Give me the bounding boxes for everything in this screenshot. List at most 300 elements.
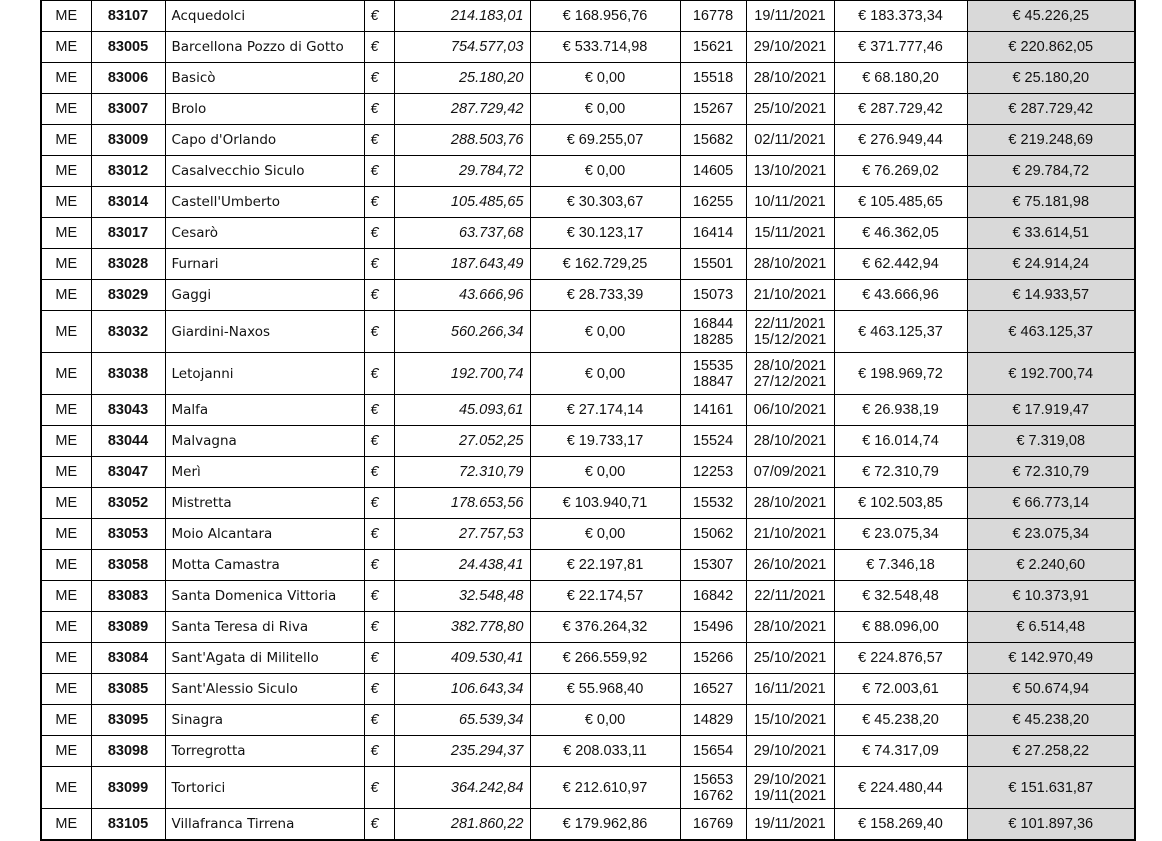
amount-cell: 192.700,74	[394, 353, 530, 395]
currency-symbol-cell: €	[364, 187, 394, 218]
amount-cell: 287.729,42	[394, 94, 530, 125]
municipality-name-cell: Malvagna	[165, 426, 364, 457]
balance-cell: € 287.729,42	[967, 94, 1135, 125]
amount-cell: 106.643,34	[394, 674, 530, 705]
istat-code-cell: 83095	[91, 705, 165, 736]
province-cell: ME	[41, 519, 91, 550]
amount-cell: 24.438,41	[394, 550, 530, 581]
province-cell: ME	[41, 187, 91, 218]
advance-cell: € 0,00	[530, 311, 680, 353]
value-cell: € 43.666,96	[834, 280, 967, 311]
municipality-name-cell: Capo d'Orlando	[165, 125, 364, 156]
date-cell	[746, 767, 834, 809]
balance-cell: € 7.319,08	[967, 426, 1135, 457]
province-cell: ME	[41, 395, 91, 426]
protocol-line: 15621	[692, 39, 734, 55]
province-cell: ME	[41, 280, 91, 311]
date-line: 22/11/2021	[754, 588, 826, 604]
protocol-cell	[680, 674, 746, 705]
advance-cell: € 69.255,07	[530, 125, 680, 156]
province-cell: ME	[41, 249, 91, 280]
istat-code-cell: 83012	[91, 156, 165, 187]
province-cell: ME	[41, 156, 91, 187]
advance-cell: € 179.962,86	[530, 809, 680, 840]
advance-cell: € 103.940,71	[530, 488, 680, 519]
currency-symbol-cell: €	[364, 1, 394, 32]
amount-cell: 754.577,03	[394, 32, 530, 63]
date-line: 28/10/2021	[753, 357, 827, 374]
protocol-line: 15501	[692, 256, 734, 272]
value-cell: € 45.238,20	[834, 705, 967, 736]
date-line: 19/11/2021	[754, 815, 826, 832]
protocol-cell	[680, 426, 746, 457]
date-line: 21/10/2021	[753, 287, 827, 303]
currency-symbol-cell: €	[364, 550, 394, 581]
date-cell	[746, 125, 834, 156]
istat-code-cell: 83044	[91, 426, 165, 457]
amount-cell: 187.643,49	[394, 249, 530, 280]
advance-cell: € 0,00	[530, 94, 680, 125]
amount-cell: 281.860,22	[394, 809, 530, 840]
value-cell: € 224.480,44	[834, 767, 967, 809]
date-line: 29/10/2021	[753, 39, 827, 55]
date-line: 28/10/2021	[753, 256, 827, 272]
balance-cell: € 25.180,20	[967, 63, 1135, 94]
advance-cell: € 0,00	[530, 519, 680, 550]
value-cell: € 102.503,85	[834, 488, 967, 519]
value-cell: € 23.075,34	[834, 519, 967, 550]
date-line: 15/12/2021	[753, 331, 827, 348]
amount-cell: 45.093,61	[394, 395, 530, 426]
province-cell: ME	[41, 767, 91, 809]
currency-symbol-cell: €	[364, 736, 394, 767]
table-row	[41, 280, 1135, 311]
advance-cell: € 533.714,98	[530, 32, 680, 63]
value-cell: € 16.014,74	[834, 426, 967, 457]
protocol-cell	[680, 311, 746, 353]
date-line: 25/10/2021	[753, 650, 827, 666]
balance-cell: € 2.240,60	[967, 550, 1135, 581]
advance-cell: € 212.610,97	[530, 767, 680, 809]
table-row	[41, 488, 1135, 519]
amount-cell: 178.653,56	[394, 488, 530, 519]
protocol-cell	[680, 280, 746, 311]
balance-cell: € 17.919,47	[967, 395, 1135, 426]
municipality-name-cell: Gaggi	[165, 280, 364, 311]
balance-cell: € 10.373,91	[967, 581, 1135, 612]
istat-code-cell: 83043	[91, 395, 165, 426]
istat-code-cell: 83007	[91, 94, 165, 125]
istat-code-cell: 83029	[91, 280, 165, 311]
currency-symbol-cell: €	[364, 125, 394, 156]
value-cell: € 183.373,34	[834, 1, 967, 32]
municipality-name-cell: Casalvecchio Siculo	[165, 156, 364, 187]
table-body	[41, 1, 1135, 840]
currency-symbol-cell: €	[364, 218, 394, 249]
protocol-line: 12253	[692, 464, 734, 480]
advance-cell: € 376.264,32	[530, 612, 680, 643]
value-cell: € 7.346,18	[834, 550, 967, 581]
istat-code-cell: 83047	[91, 457, 165, 488]
date-cell	[746, 550, 834, 581]
date-cell	[746, 218, 834, 249]
value-cell: € 105.485,65	[834, 187, 967, 218]
balance-cell: € 6.514,48	[967, 612, 1135, 643]
balance-cell: € 66.773,14	[967, 488, 1135, 519]
balance-cell: € 219.248,69	[967, 125, 1135, 156]
value-cell: € 74.317,09	[834, 736, 967, 767]
protocol-cell	[680, 94, 746, 125]
date-cell	[746, 280, 834, 311]
balance-cell: € 45.226,25	[967, 1, 1135, 32]
protocol-cell	[680, 612, 746, 643]
protocol-line: 16255	[692, 194, 734, 210]
amount-cell: 409.530,41	[394, 643, 530, 674]
municipality-name-cell: Santa Domenica Vittoria	[165, 581, 364, 612]
date-line: 29/10/2021	[753, 771, 827, 788]
date-cell	[746, 426, 834, 457]
table-row	[41, 581, 1135, 612]
date-cell	[746, 249, 834, 280]
table-row	[41, 426, 1135, 457]
table-row	[41, 674, 1135, 705]
advance-cell: € 0,00	[530, 63, 680, 94]
balance-cell: € 33.614,51	[967, 218, 1135, 249]
date-line: 10/11/2021	[754, 194, 826, 210]
protocol-cell	[680, 218, 746, 249]
currency-symbol-cell: €	[364, 32, 394, 63]
table-row	[41, 395, 1135, 426]
value-cell: € 224.876,57	[834, 643, 967, 674]
istat-code-cell: 83017	[91, 218, 165, 249]
municipality-name-cell: Castell'Umberto	[165, 187, 364, 218]
balance-cell: € 463.125,37	[967, 311, 1135, 353]
amount-cell: 364.242,84	[394, 767, 530, 809]
date-line: 26/10/2021	[753, 557, 827, 573]
advance-cell: € 27.174,14	[530, 395, 680, 426]
date-line: 28/10/2021	[753, 433, 827, 449]
province-cell: ME	[41, 612, 91, 643]
advance-cell: € 208.033,11	[530, 736, 680, 767]
balance-cell: € 72.310,79	[967, 457, 1135, 488]
value-cell: € 26.938,19	[834, 395, 967, 426]
protocol-cell	[680, 32, 746, 63]
municipality-name-cell: Furnari	[165, 249, 364, 280]
protocol-cell	[680, 156, 746, 187]
value-cell: € 463.125,37	[834, 311, 967, 353]
value-cell: € 76.269,02	[834, 156, 967, 187]
istat-code-cell: 83098	[91, 736, 165, 767]
province-cell: ME	[41, 218, 91, 249]
istat-code-cell: 83009	[91, 125, 165, 156]
date-cell	[746, 457, 834, 488]
advance-cell: € 19.733,17	[530, 426, 680, 457]
date-cell	[746, 311, 834, 353]
protocol-cell	[680, 767, 746, 809]
municipality-name-cell: Merì	[165, 457, 364, 488]
balance-cell: € 50.674,94	[967, 674, 1135, 705]
protocol-line: 15518	[692, 70, 734, 86]
province-cell: ME	[41, 1, 91, 32]
protocol-line: 16414	[692, 225, 734, 241]
protocol-cell	[680, 809, 746, 840]
protocol-line: 15682	[692, 132, 734, 148]
advance-cell: € 28.733,39	[530, 280, 680, 311]
table-row	[41, 519, 1135, 550]
istat-code-cell: 83014	[91, 187, 165, 218]
value-cell: € 198.969,72	[834, 353, 967, 395]
balance-cell: € 27.258,22	[967, 736, 1135, 767]
amount-cell: 560.266,34	[394, 311, 530, 353]
date-line: 13/10/2021	[753, 163, 827, 179]
date-line: 27/12/2021	[753, 373, 827, 390]
municipality-name-cell: Cesarò	[165, 218, 364, 249]
currency-symbol-cell: €	[364, 353, 394, 395]
currency-symbol-cell: €	[364, 767, 394, 809]
date-cell	[746, 519, 834, 550]
table-row	[41, 63, 1135, 94]
protocol-cell	[680, 187, 746, 218]
date-cell	[746, 612, 834, 643]
advance-cell: € 22.174,57	[530, 581, 680, 612]
date-line: 22/11/2021	[754, 315, 826, 332]
table-row	[41, 187, 1135, 218]
protocol-cell	[680, 63, 746, 94]
municipality-name-cell: Giardini-Naxos	[165, 311, 364, 353]
protocol-line: 16527	[692, 681, 734, 697]
protocol-line: 14829	[692, 712, 734, 728]
amount-cell: 235.294,37	[394, 736, 530, 767]
istat-code-cell: 83085	[91, 674, 165, 705]
table-row	[41, 767, 1135, 809]
date-line: 28/10/2021	[753, 70, 827, 86]
municipality-name-cell: Sinagra	[165, 705, 364, 736]
balance-cell: € 45.238,20	[967, 705, 1135, 736]
istat-code-cell: 83032	[91, 311, 165, 353]
protocol-cell	[680, 643, 746, 674]
amount-cell: 43.666,96	[394, 280, 530, 311]
date-line: 19/11/2021	[754, 8, 826, 24]
currency-symbol-cell: €	[364, 63, 394, 94]
table-row	[41, 612, 1135, 643]
protocol-line: 14605	[692, 163, 734, 179]
date-line: 28/10/2021	[753, 619, 827, 635]
istat-code-cell: 83053	[91, 519, 165, 550]
protocol-cell	[680, 581, 746, 612]
municipality-name-cell: Brolo	[165, 94, 364, 125]
currency-symbol-cell: €	[364, 809, 394, 840]
province-cell: ME	[41, 550, 91, 581]
date-line: 06/10/2021	[753, 402, 827, 418]
date-cell	[746, 809, 834, 840]
date-cell	[746, 1, 834, 32]
balance-cell: € 24.914,24	[967, 249, 1135, 280]
currency-symbol-cell: €	[364, 311, 394, 353]
date-cell	[746, 32, 834, 63]
date-cell	[746, 643, 834, 674]
currency-symbol-cell: €	[364, 249, 394, 280]
istat-code-cell: 83083	[91, 581, 165, 612]
currency-symbol-cell: €	[364, 94, 394, 125]
date-cell	[746, 63, 834, 94]
protocol-cell	[680, 1, 746, 32]
date-line: 02/11/2021	[754, 132, 826, 148]
table-row	[41, 457, 1135, 488]
currency-symbol-cell: €	[364, 519, 394, 550]
advance-cell: € 168.956,76	[530, 1, 680, 32]
municipality-name-cell: Basicò	[165, 63, 364, 94]
istat-code-cell: 83058	[91, 550, 165, 581]
date-cell	[746, 156, 834, 187]
protocol-line: 16762	[692, 787, 734, 804]
protocol-line: 14161	[692, 402, 734, 418]
protocol-line: 15496	[692, 619, 734, 635]
amount-cell: 32.548,48	[394, 581, 530, 612]
advance-cell: € 30.123,17	[530, 218, 680, 249]
protocol-cell	[680, 395, 746, 426]
balance-cell: € 101.897,36	[967, 809, 1135, 840]
value-cell: € 72.310,79	[834, 457, 967, 488]
currency-symbol-cell: €	[364, 581, 394, 612]
table-row	[41, 809, 1135, 840]
date-cell	[746, 488, 834, 519]
table-row	[41, 218, 1135, 249]
date-line: 28/10/2021	[753, 495, 827, 511]
table-row	[41, 156, 1135, 187]
date-cell	[746, 674, 834, 705]
balance-cell: € 142.970,49	[967, 643, 1135, 674]
table-row	[41, 643, 1135, 674]
istat-code-cell: 83005	[91, 32, 165, 63]
balance-cell: € 192.700,74	[967, 353, 1135, 395]
balance-cell: € 220.862,05	[967, 32, 1135, 63]
amount-cell: 25.180,20	[394, 63, 530, 94]
protocol-line: 15535	[692, 357, 734, 374]
municipality-name-cell: Malfa	[165, 395, 364, 426]
province-cell: ME	[41, 674, 91, 705]
currency-symbol-cell: €	[364, 488, 394, 519]
protocol-line: 15062	[692, 526, 734, 542]
table-row	[41, 705, 1135, 736]
protocol-line: 16778	[692, 8, 734, 24]
amount-cell: 29.784,72	[394, 156, 530, 187]
value-cell: € 68.180,20	[834, 63, 967, 94]
province-cell: ME	[41, 809, 91, 840]
protocol-cell	[680, 519, 746, 550]
province-cell: ME	[41, 426, 91, 457]
currency-symbol-cell: €	[364, 612, 394, 643]
province-cell: ME	[41, 736, 91, 767]
advance-cell: € 0,00	[530, 705, 680, 736]
municipality-name-cell: Letojanni	[165, 353, 364, 395]
advance-cell: € 22.197,81	[530, 550, 680, 581]
protocol-cell	[680, 457, 746, 488]
amount-cell: 105.485,65	[394, 187, 530, 218]
table-row	[41, 1, 1135, 32]
table-row	[41, 550, 1135, 581]
table-row	[41, 125, 1135, 156]
date-cell	[746, 94, 834, 125]
table-row	[41, 32, 1135, 63]
protocol-line: 16842	[692, 588, 734, 604]
amount-cell: 27.757,53	[394, 519, 530, 550]
protocol-line: 15653	[692, 771, 734, 788]
istat-code-cell: 83052	[91, 488, 165, 519]
value-cell: € 46.362,05	[834, 218, 967, 249]
istat-code-cell: 83006	[91, 63, 165, 94]
istat-code-cell: 83089	[91, 612, 165, 643]
table-row	[41, 94, 1135, 125]
protocol-cell	[680, 353, 746, 395]
table-row	[41, 249, 1135, 280]
municipality-name-cell: Santa Teresa di Riva	[165, 612, 364, 643]
table-row	[41, 736, 1135, 767]
municipality-name-cell: Mistretta	[165, 488, 364, 519]
advance-cell: € 162.729,25	[530, 249, 680, 280]
date-line: 07/09/2021	[753, 464, 827, 480]
value-cell: € 62.442,94	[834, 249, 967, 280]
protocol-line: 15266	[692, 650, 734, 666]
protocol-line: 18847	[692, 373, 734, 390]
table-row	[41, 311, 1135, 353]
protocol-line: 18285	[692, 331, 734, 348]
municipality-name-cell: Villafranca Tirrena	[165, 809, 364, 840]
province-cell: ME	[41, 94, 91, 125]
value-cell: € 287.729,42	[834, 94, 967, 125]
date-line: 15/10/2021	[753, 712, 827, 728]
municipality-name-cell: Torregrotta	[165, 736, 364, 767]
currency-symbol-cell: €	[364, 674, 394, 705]
amount-cell: 72.310,79	[394, 457, 530, 488]
currency-symbol-cell: €	[364, 426, 394, 457]
protocol-line: 16769	[692, 815, 734, 832]
province-cell: ME	[41, 125, 91, 156]
protocol-cell	[680, 550, 746, 581]
province-cell: ME	[41, 63, 91, 94]
protocol-line: 15524	[692, 433, 734, 449]
advance-cell: € 30.303,67	[530, 187, 680, 218]
protocol-line: 15307	[692, 557, 734, 573]
amount-cell: 288.503,76	[394, 125, 530, 156]
advance-cell: € 0,00	[530, 353, 680, 395]
date-cell	[746, 581, 834, 612]
protocol-line: 15532	[692, 495, 734, 511]
province-cell: ME	[41, 353, 91, 395]
province-cell: ME	[41, 705, 91, 736]
date-cell	[746, 353, 834, 395]
table-row	[41, 353, 1135, 395]
balance-cell: € 23.075,34	[967, 519, 1135, 550]
currency-symbol-cell: €	[364, 280, 394, 311]
balance-cell: € 75.181,98	[967, 187, 1135, 218]
protocol-cell	[680, 488, 746, 519]
currency-symbol-cell: €	[364, 643, 394, 674]
protocol-cell	[680, 249, 746, 280]
istat-code-cell: 83107	[91, 1, 165, 32]
protocol-cell	[680, 705, 746, 736]
advance-cell: € 266.559,92	[530, 643, 680, 674]
province-cell: ME	[41, 457, 91, 488]
municipality-funding-table	[40, 0, 1136, 841]
value-cell: € 88.096,00	[834, 612, 967, 643]
date-line: 15/11/2021	[754, 225, 826, 241]
advance-cell: € 55.968,40	[530, 674, 680, 705]
province-cell: ME	[41, 488, 91, 519]
date-line: 19/11(2021	[753, 787, 827, 804]
amount-cell: 214.183,01	[394, 1, 530, 32]
province-cell: ME	[41, 643, 91, 674]
istat-code-cell: 83099	[91, 767, 165, 809]
